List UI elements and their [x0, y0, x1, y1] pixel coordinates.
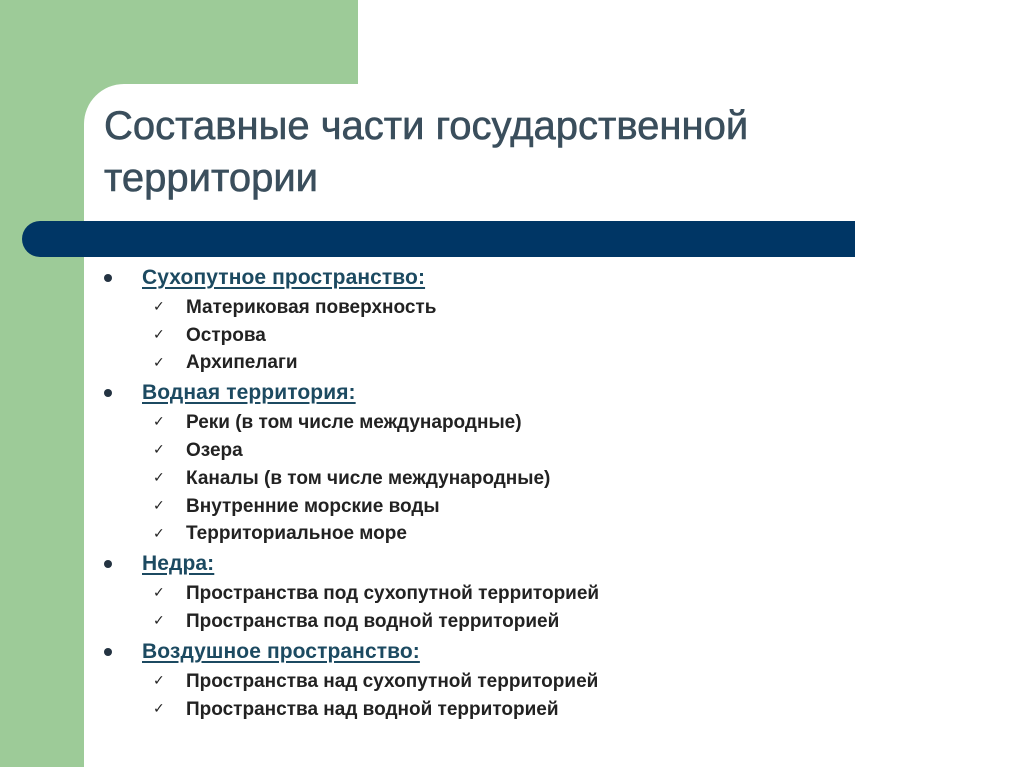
- list-item: [100, 294, 1000, 322]
- list-item-label: Пространства над водной территорией: [186, 698, 559, 720]
- checkmark-icon: ✓: [153, 326, 165, 343]
- bullet-dot-icon: [104, 560, 112, 568]
- section-heading: [100, 377, 1000, 409]
- slide-content: [100, 262, 1000, 724]
- section-airspace: [100, 636, 1000, 724]
- list-item-label: Территориальное море: [186, 523, 407, 545]
- checkmark-icon: ✓: [153, 585, 165, 602]
- section-subsoil: [100, 548, 1000, 636]
- section-items: [100, 580, 1000, 636]
- bullet-dot-icon: [104, 648, 112, 656]
- checkmark-icon: ✓: [153, 672, 165, 689]
- checkmark-icon: ✓: [153, 525, 165, 542]
- list-item-label: Внутренние морские воды: [186, 495, 440, 517]
- list-item-label: Озера: [186, 440, 243, 462]
- checkmark-icon: ✓: [153, 497, 165, 514]
- checkmark-icon: ✓: [153, 299, 165, 315]
- bullet-dot-icon: [104, 274, 112, 282]
- checkmark-icon: ✓: [153, 469, 165, 486]
- checkmark-icon: ✓: [153, 354, 165, 371]
- list-item-label: Материковая поверхность: [186, 296, 437, 318]
- section-heading: [100, 548, 1000, 580]
- list-item: [100, 350, 1000, 378]
- list-item-label: Пространства над сухопутной территорией: [186, 670, 599, 692]
- section-heading-label: Недра:: [142, 552, 215, 576]
- list-item-label: Острова: [186, 324, 266, 346]
- list-item: [100, 465, 1000, 493]
- section-water: [100, 377, 1000, 548]
- list-item: [100, 668, 1000, 696]
- section-heading-label: Сухопутное пространство:: [142, 266, 426, 289]
- list-item: [100, 696, 1000, 724]
- bullet-dot-icon: [104, 389, 112, 397]
- checkmark-icon: ✓: [153, 613, 165, 630]
- section-heading-label: Воздушное пространство:: [142, 639, 420, 663]
- checkmark-icon: ✓: [153, 700, 165, 717]
- list-item: [100, 493, 1000, 521]
- checkmark-icon: ✓: [153, 414, 165, 431]
- section-items: [100, 294, 1000, 377]
- list-item-label: Реки (в том числе международные): [186, 412, 522, 434]
- section-heading-label: Водная территория:: [142, 381, 356, 405]
- list-item: [100, 322, 1000, 350]
- list-item-label: Каналы (в том числе международные): [186, 467, 551, 489]
- section-items: [100, 668, 1000, 724]
- list-item: [100, 521, 1000, 549]
- section-heading: [100, 636, 1000, 668]
- section-land: [100, 262, 1000, 377]
- section-heading: [100, 262, 1000, 294]
- list-item: [100, 580, 1000, 608]
- list-item: [100, 437, 1000, 465]
- checkmark-icon: ✓: [153, 442, 165, 459]
- list-item-label: Архипелаги: [186, 352, 298, 374]
- slide-title: Составные части государственной территории: [104, 104, 749, 200]
- list-item: [100, 409, 1000, 437]
- list-item-label: Пространства под сухопутной территорией: [186, 583, 600, 605]
- title-divider-bar: [22, 221, 855, 257]
- list-item-label: Пространства под водной территорией: [186, 611, 560, 633]
- section-items: [100, 409, 1000, 548]
- list-item: [100, 608, 1000, 636]
